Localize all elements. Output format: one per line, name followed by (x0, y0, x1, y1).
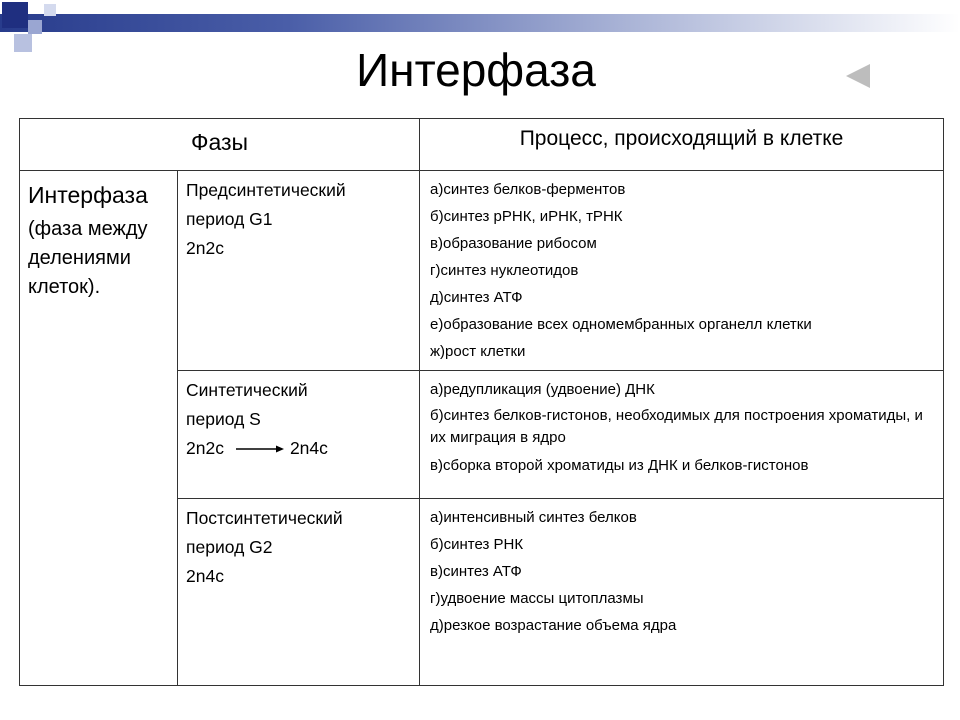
period-cell-s (178, 371, 420, 499)
process-cell-g1 (420, 171, 944, 371)
table-row (20, 171, 944, 371)
ploidy-from: 2n2c (186, 438, 224, 458)
list-item: в)синтез АТФ (430, 563, 522, 580)
phase-note: (фаза между делениями клеток). (28, 218, 148, 298)
list-item: г)удвоение массы цитоплазмы (430, 590, 644, 607)
header-phases: Фазы (20, 119, 420, 171)
phase-name: Интерфаза (28, 182, 148, 208)
list-item: в)сборка второй хроматиды из ДНК и белков-гистонов (430, 457, 809, 474)
decor-square (28, 20, 42, 34)
period-label: период S (186, 409, 261, 429)
process-cell-s (420, 371, 944, 499)
list-item: б)синтез белков-гистонов, необходимых для построения хроматиды, и их миграция в ядро (430, 407, 923, 446)
list-item: ж)рост клетки (430, 343, 526, 360)
process-cell-g2 (420, 499, 944, 686)
period-name: Предсинтетический (186, 180, 346, 200)
period-cell-g2 (178, 499, 420, 686)
header-process: Процесс, происходящий в клетке (420, 119, 944, 171)
phase-cell (20, 171, 178, 686)
list-item: б)синтез РНК (430, 536, 524, 553)
period-name: Синтетический (186, 380, 308, 400)
list-item: д)резкое возрастание объема ядра (430, 617, 677, 634)
back-arrow-icon[interactable] (846, 64, 870, 88)
list-item: а)интенсивный синтез белков (430, 509, 637, 526)
decor-square (2, 2, 28, 28)
list-item: е)образование всех одномембранных органелл клетки (430, 316, 812, 333)
list-item: г)синтез нуклеотидов (430, 262, 579, 279)
right-arrow-icon (236, 444, 284, 454)
list-item: а)редупликация (удвоение) ДНК (430, 381, 655, 398)
period-ploidy: 2n2c (186, 238, 224, 258)
list-item: а)синтез белков-ферментов (430, 181, 626, 198)
period-name: Постсинтетический (186, 508, 343, 528)
period-ploidy: 2n4c (186, 566, 224, 586)
ploidy-to: 2n4c (289, 438, 328, 458)
list-item: б)синтез рРНК, иРНК, тРНК (430, 208, 623, 225)
ploidy-change (186, 434, 411, 463)
slide-title: Интерфаза (356, 44, 596, 96)
phases-table (19, 118, 944, 686)
period-label: период G1 (186, 209, 273, 229)
header-decor-bar (0, 14, 960, 32)
period-cell-g1 (178, 171, 420, 371)
list-item: в)образование рибосом (430, 235, 597, 252)
list-item: д)синтез АТФ (430, 289, 523, 306)
decor-square (44, 4, 56, 16)
period-label: период G2 (186, 537, 273, 557)
table-header-row (20, 119, 944, 171)
